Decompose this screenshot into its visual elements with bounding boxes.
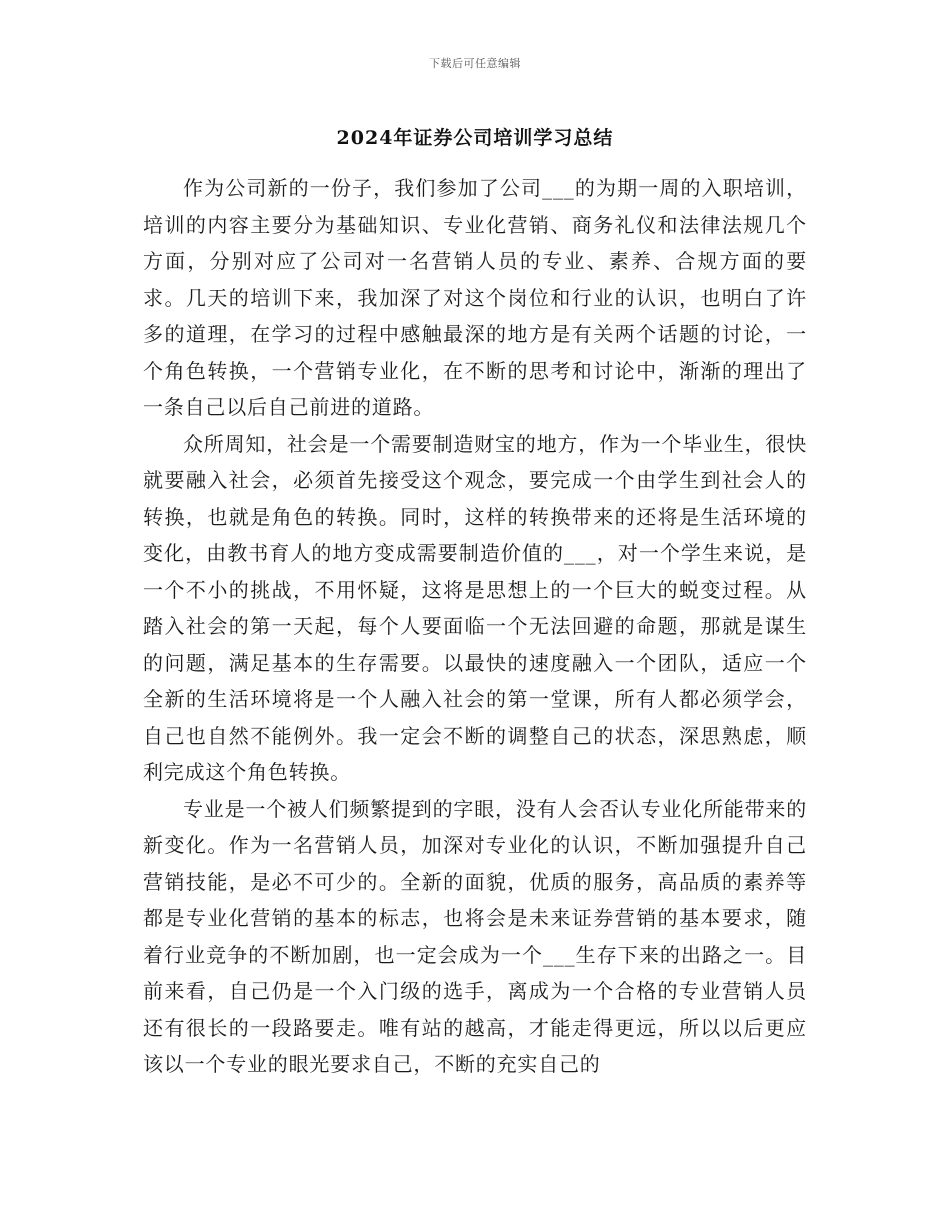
body-paragraph-3: 专业是一个被人们频繁提到的字眼，没有人会否认专业化所能带来的新变化。作为一名营销人员，加深对专业化的认识，不断加强提升自己营销技能，是必不可少的。全新的面貌，优质的服务，高品质的素养等都是专业化营销的基本的标志，也将会是未来证券营销的基本要求，随着行业竞争的不断加剧，也一定会成为一个___生存下来的出路之一。目前来看，自己仍是一个入门级的选手，离成为一个合格的专业营销人员还有很长的一段路要走。唯有站的越高，才能走得更远，所以以后更应该以一个专业的眼光要求自己，不断的充实自己的 [143, 796, 807, 1076]
body-paragraph-1: 作为公司新的一份子，我们参加了公司___的为期一周的入职培训，培训的内容主要分为基础知识、专业化营销、商务礼仪和法律法规几个方面，分别对应了公司对一名营销人员的专业、素养、合规方面的要求。几天的培训下来，我加深了对这个岗位和行业的认识，也明白了许多的道理，在学习的过程中感触最深的地方是有关两个话题的讨论，一个角色转换，一个营销专业化，在不断的思考和讨论中，渐渐的理出了一条自己以后自己前进的道路。 [143, 176, 807, 419]
document-title: 2024年证券公司培训学习总结 [336, 127, 614, 149]
page-header-note: 下载后可任意编辑 [429, 57, 521, 70]
document-body [143, 170, 807, 1083]
body-paragraph-2: 众所周知，社会是一个需要制造财宝的地方，作为一个毕业生，很快就要融入社会，必须首先接受这个观念，要完成一个由学生到社会人的转换，也就是角色的转换。同时，这样的转换带来的还将是生活环境的变化，由教书育人的地方变成需要制造价值的___，对一个学生来说，是一个不小的挑战，不用怀疑，这将是思想上的一个巨大的蜕变过程。从踏入社会的第一天起，每个人要面临一个无法回避的命题，那就是谋生的问题，满足基本的生存需要。以最快的速度融入一个团队，适应一个全新的生活环境将是一个人融入社会的第一堂课，所有人都必须学会，自己也自然不能例外。我一定会不断的调整自己的状态，深思熟虑，顺利完成这个角色转换。 [143, 431, 807, 784]
